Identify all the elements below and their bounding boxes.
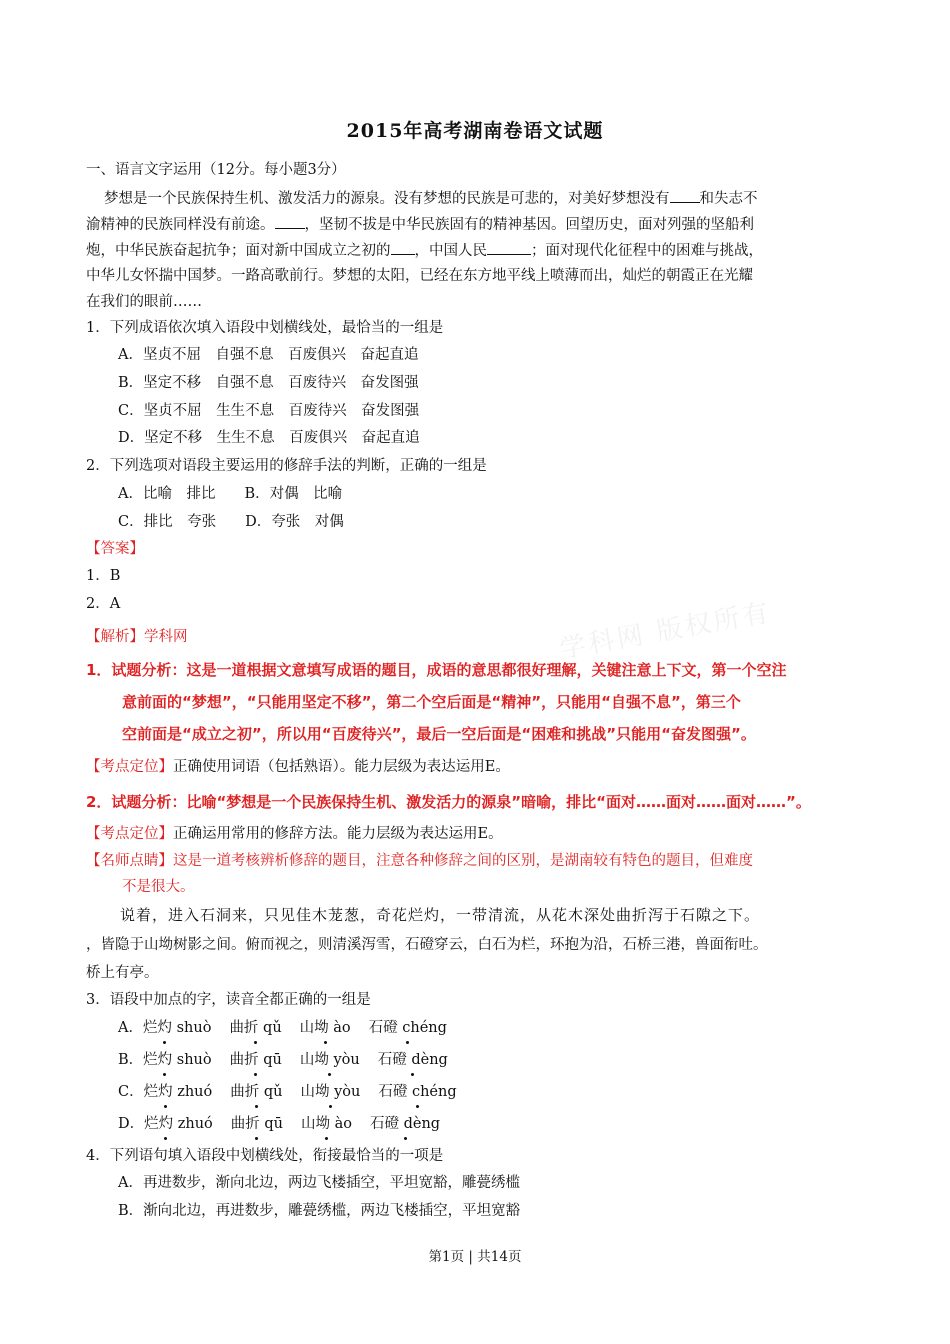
kaodian-1: 【考点定位】正确使用词语（包括熟语）。能力层级为表达运用E。 bbox=[86, 759, 510, 775]
passage2-line1: 说着，进入石洞来，只见佳木茏葱，奇花烂灼，一带清流，从花木深处曲折泻于石隙之下。 bbox=[120, 906, 761, 924]
passage1-line3: 炮，中华民族奋起抗争；面对新中国成立之初的 ，中国人民 ；面对现代化征程中的困难与挑战， bbox=[86, 240, 763, 261]
blank-2 bbox=[275, 214, 305, 229]
question-2-stem: 2．下列选项对语段主要运用的修辞手法的判断，正确的一组是 bbox=[86, 458, 487, 474]
mingshi-line2: 不是很大。 bbox=[122, 879, 195, 895]
q2-options-row1: A．比喻 排比 B．对偶 比喻 bbox=[118, 486, 343, 502]
question-4-stem: 4．下列语句填入语段中划横线处，衔接最恰当的一项是 bbox=[86, 1148, 444, 1164]
q1-option-c: C．坚贞不屈 生生不息 百废待兴 奋发图强 bbox=[118, 403, 420, 419]
mingshi-line1: 【名师点睛】这是一道考核辨析修辞的题目，注意各种修辞之间的区别，是湖南较有特色的题目，但难度 bbox=[86, 853, 753, 869]
passage1-line4: 中华儿女怀揣中国梦。一路高歌前行。梦想的太阳，已经在东方地平线上喷薄而出，灿烂的朝霞正在光耀 bbox=[86, 268, 753, 284]
answer-2: 2．A bbox=[86, 596, 121, 612]
answer-1: 1．B bbox=[86, 568, 121, 584]
passage1-line2: 渝精神的民族同样没有前途。 ，坚韧不拔是中华民族固有的精神基因。回望历史，面对列强的坚船利 bbox=[86, 214, 754, 235]
q4-option-b: B．渐向北边，再进数步，雕甍绣槛，两边飞楼插空，平坦宽豁 bbox=[118, 1203, 521, 1219]
blank-1 bbox=[670, 188, 700, 203]
q2-options-row2: C．排比 夸张 D．夸张 对偶 bbox=[118, 514, 344, 530]
analysis2: 2．试题分析：比喻“梦想是一个民族保持生机、激发活力的源泉”暗喻，排比“面对……面对……面对……”。 bbox=[86, 793, 811, 811]
q1-option-b: B．坚定不移 自强不息 百废待兴 奋发图强 bbox=[118, 375, 419, 391]
q1-option-a: A．坚贞不屈 自强不息 百废俱兴 奋起直追 bbox=[118, 347, 419, 363]
passage1-line1: 梦想是一个民族保持生机、激发活力的源泉。没有梦想的民族是可悲的，对美好梦想没有 和失志不 bbox=[104, 188, 758, 209]
passage2-line3: 桥上有亭。 bbox=[86, 965, 159, 981]
analysis1-line1: 1．试题分析：这是一道根据文意填写成语的题目，成语的意思都很好理解，关键注意上下文，第一个空注 bbox=[86, 661, 787, 679]
q3-option-b: B．烂灼 shuò 曲折 qū 山坳 yòu 石磴 dèng bbox=[118, 1052, 448, 1068]
answer-label: 【答案】 bbox=[86, 541, 144, 557]
question-3-stem: 3．语段中加点的字，读音全都正确的一组是 bbox=[86, 992, 371, 1008]
q4-option-a: A．再进数步，渐向北边，两边飞楼插空，平坦宽豁，雕甍绣槛 bbox=[118, 1175, 520, 1191]
passage1-line5: 在我们的眼前…… bbox=[86, 294, 202, 310]
page-footer: 第1页 | 共14页 bbox=[428, 1249, 522, 1265]
analysis1-line3: 空前面是“成立之初”，所以用“百废待兴”，最后一空后面是“困难和挑战”只能用“奋发图强”。 bbox=[122, 725, 756, 743]
question-1-stem: 1．下列成语依次填入语段中划横线处，最恰当的一组是 bbox=[86, 320, 444, 336]
analysis-label: 【解析】学科网 bbox=[86, 629, 188, 645]
kaodian-2: 【考点定位】正确运用常用的修辞方法。能力层级为表达运用E。 bbox=[86, 826, 503, 842]
watermark: 学科网 版权所有 bbox=[557, 597, 774, 665]
blank-4 bbox=[487, 240, 531, 255]
blank-3 bbox=[391, 240, 415, 255]
q1-option-d: D．坚定不移 生生不息 百废俱兴 奋起直追 bbox=[118, 430, 420, 446]
analysis-source: 学科网 bbox=[144, 629, 188, 645]
q3-option-a: A．烂灼 shuò 曲折 qǔ 山坳 ào 石磴 chéng bbox=[118, 1020, 447, 1036]
page-title: 2015年高考湖南卷语文试题 bbox=[346, 120, 604, 142]
q3-option-d: D．烂灼 zhuó 曲折 qū 山坳 ào 石磴 dèng bbox=[118, 1116, 441, 1132]
analysis1-line2: 意前面的“梦想”，“只能用坚定不移”，第二个空后面是“精神”，只能用“自强不息”，第三个 bbox=[122, 693, 741, 711]
q3-option-c: C．烂灼 zhuó 曲折 qǔ 山坳 yòu 石磴 chéng bbox=[118, 1084, 457, 1100]
section-heading: 一、语言文字运用（12分。每小题3分） bbox=[86, 162, 346, 178]
passage2-line2: ，皆隐于山坳树影之间。俯而视之，则清溪泻雪，石磴穿云，白石为栏，环抱为沿，石桥三港，兽面衔吐。 bbox=[86, 937, 768, 953]
